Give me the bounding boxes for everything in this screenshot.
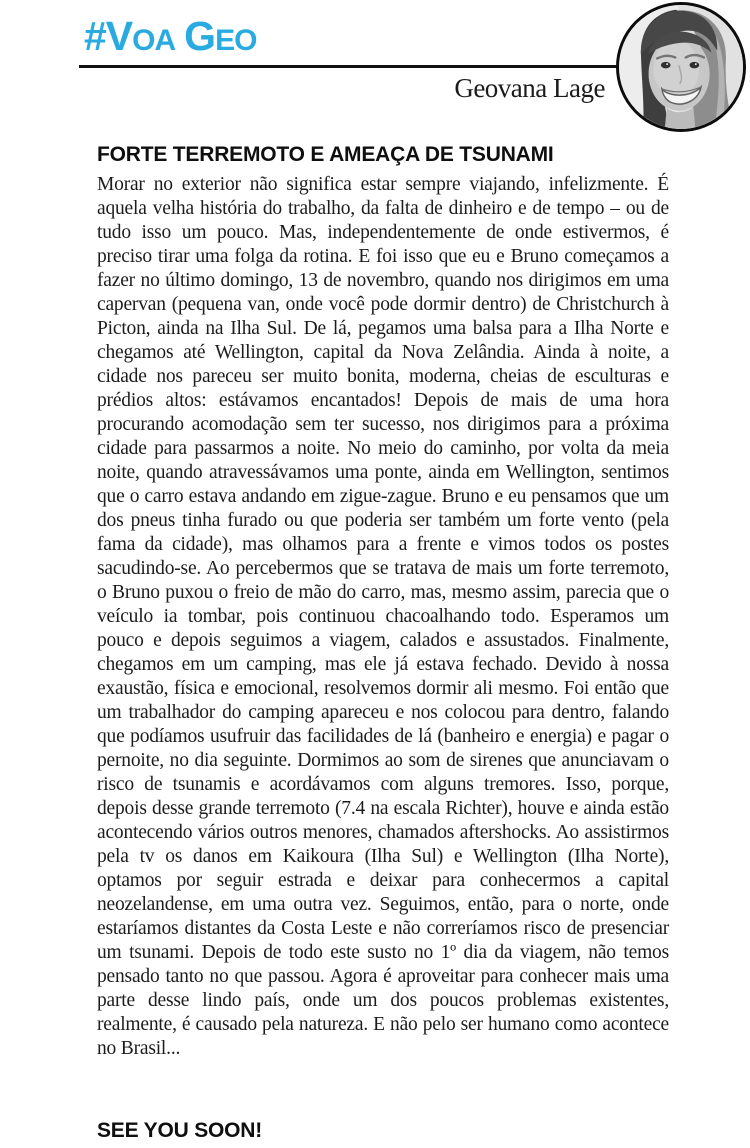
logo-segment: OA xyxy=(132,24,176,57)
article xyxy=(97,142,669,1061)
logo-segment: EO xyxy=(215,24,257,57)
author-name: Geovana Lage xyxy=(454,73,605,103)
portrait-illustration xyxy=(619,5,743,129)
logo-segment: #V xyxy=(84,13,133,59)
header-divider-line xyxy=(79,65,619,68)
voa-geo-logo xyxy=(84,13,257,59)
article-body: Morar no exterior não significa estar sempre viajando, infelizmente. É aquela velha história do trabalho, da falta de dinheiro e de tempo – ou de tudo isso um pouco. Mas, independentemente de onde estivermos, é preciso tirar uma folga da rotina. E foi isso que eu e Bruno começamos a fazer no último domingo, 13 de novembro, quando nos dirigimos em uma capervan (pequena van, onde você pode dormir dentro) de Christchurch à Picton, ainda na Ilha Sul. De lá, pegamos uma balsa para a Ilha Norte e chegamos até Wellington, capital da Nova Zelândia. Ainda à noite, a cidade nos pareceu ser muito bonita, moderna, cheias de esculturas e prédios altos: estávamos encantados! Depois de mais de uma hora procurando acomodação sem ter sucesso, nos dirigimos para a próxima cidade para passarmos a noite. No meio do caminho, por volta da meia noite, quando atravessávamos uma ponte, ainda em Wellington, sentimos que o carro estava andando em zigue-zague. Bruno e eu pensamos que um dos pneus tinha furado ou que poderia ser também um forte vento (pela fama da cidade), mas olhamos para a frente e vimos todos os postes sacudindo-se. Ao percebermos que se tratava de mais um forte terremoto, o Bruno puxou o freio de mão do carro, mas, mesmo assim, parecia que o veículo ia tombar, pois continuou chacoalhando todo. Esperamos um pouco e depois seguimos a viagem, calados e assustados. Finalmente, chegamos em um camping, mas ele já estava fechado. Devido à nossa exaustão, física e emocional, resolvemos dormir ali mesmo. Foi então que um trabalhador do camping apareceu e nos colocou para dentro, falando que podíamos usufruir das facilidades de lá (banheiro e energia) e pagar o pernoite, no dia seguinte. Dormimos ao som de sirenes que anunciavam o risco de tsunamis e acordávamos com alguns tremores. Isso, porque, depois desse grande terremoto (7.4 na escala Richter), houve e ainda estão acontecendo vários outros menores, chamados aftershocks. Ao assistirmos pela tv os danos em Kaikoura (Ilha Sul) e Wellington (Ilha Norte), optamos por seguir estrada e deixar para conhecermos a capital neozelandense, em uma outra vez. Seguimos, então, para o norte, onde estaríamos distantes da Costa Leste e não correríamos risco de presenciar um tsunami. Depois de todo este susto no 1º dia da viagem, não temos pensado tanto no que passou. Agora é aproveitar para conhecer mais uma parte desse lindo país, onde um dos poucos problemas existentes, realmente, é causado pela natureza. E não pelo ser humano como acontece no Brasil... xyxy=(97,174,669,1059)
author-portrait-photo xyxy=(616,2,746,132)
logo-segment: G xyxy=(184,13,216,59)
signoff-text: SEE YOU SOON! xyxy=(97,1119,263,1142)
article-title: FORTE TERREMOTO E AMEAÇA DE TSUNAMI xyxy=(97,143,554,166)
